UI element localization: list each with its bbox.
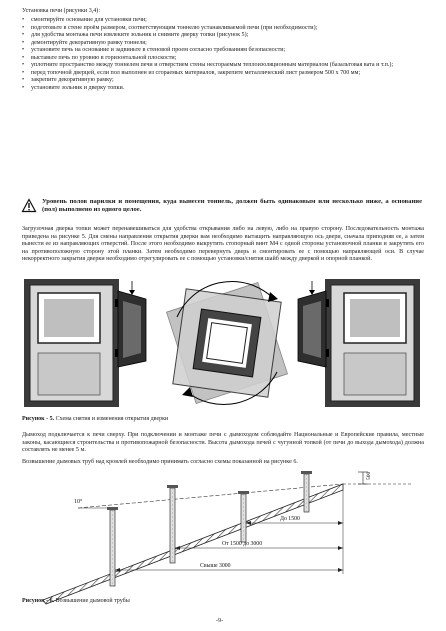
svg-text:До 1500: До 1500: [280, 516, 300, 522]
installation-step: • установите зольник и дверку топки.: [22, 85, 414, 93]
installation-step: • подготовьте в стене проём размером, соответствующим тоннелю устанавливаемой печи (при необходимости);: [22, 25, 414, 33]
chimney-pipe-3: [238, 491, 249, 542]
figure-6-caption: [22, 598, 130, 605]
figure-5-title: Схема снятия и изменения открытия дверки: [55, 416, 169, 422]
chimney-paragraph: Дымоход подключается к печи сверху. При подключении и монтаже печи с дымоходом соблюдайте Национальные и Европейские правила, местные законы, касающиеся строительства и противопожарной безопасности. Высота дымохода печей с чугунной топкой (от печи до выхода дымохода) должна составлять не менее 5 м.: [22, 432, 424, 454]
installation-step: • выставьте печь по уровню в горизонтальной плоскости;: [22, 55, 414, 63]
svg-text:От 1500 до 3000: От 1500 до 3000: [222, 541, 263, 547]
figure-5-label: Рисунок - 5.: [22, 416, 55, 422]
figure-6-title: Возвышение дымовой трубы: [55, 598, 130, 604]
svg-text:Свыше 3000: Свыше 3000: [200, 563, 231, 569]
angle-label: 10°: [74, 499, 83, 505]
warning-triangle-icon: [22, 199, 36, 212]
figure-5-caption: [22, 416, 168, 423]
page-number: -9-: [216, 618, 224, 624]
warning-text: Уровень полов парилки и помещения, куда вынесен тоннель, должен быть одинаковым или несколько ниже, а основание (пол) выполнено из одного целое.: [42, 198, 422, 213]
dim-500-label: 500: [366, 471, 372, 480]
installation-step: • установите печь на основание и задвиньте в стеновой проем согласно требованиям безопасности;: [22, 47, 414, 55]
installation-step: • смонтируйте основание для установки печи;: [22, 17, 414, 25]
installation-step: • закрепите декоративную рамку;: [22, 77, 414, 85]
door-rotation-illustration: [167, 282, 288, 405]
stove-left-illustration: [24, 279, 146, 407]
installation-intro: Установка печи (рисунки 3,4):: [22, 8, 101, 14]
installation-step: • перед топочной дверцей, если пол выполнен из сгораемых материалов, закрепите металлический лист размером 500 х 700 мм;: [22, 70, 414, 78]
installation-step: • уплотните пространство между тоннелем печи и отверстием стены несгораемым теплоизоляционным материалом (базальтовая вата и т.п.);: [22, 62, 414, 70]
figure-6-chimney-diagram: [18, 468, 428, 608]
installation-steps: [22, 17, 414, 92]
installation-step: • демонтируйте декоративную рамку тоннеля;: [22, 40, 414, 48]
roof-slope: [43, 484, 343, 604]
door-paragraph: Загрузочная дверка топки может перенавешиваться для удобства открывания либо на левую, либо на правую сторону. Последовательность монтажа приведена на рисунке 5. Для смены направления открытия дверки вам необходимо вытащить направляющую ось двери, сначала приподняв ее, а затем вынести ее из направляющих отверстий. После этого необходимо выкрутить стопорный винт М4 с одной стороны установочной планки и закрутить его на противоположную сторону этой планки. Затем необходимо перевернуть дверь и смонтировать ее с помощью направляющей оси. В случае некорректного закрытия дверки необходимо отрегулировать ее с помощью установки/снятия шайб между дверкой и опорной планкой.: [22, 226, 424, 263]
figure-6-label: Рисунок - 6.: [22, 598, 55, 604]
chimney-height-paragraph: Возвышение дымовых труб над кровлей необходимо принимать согласно схемы показанной на рисунке 6.: [22, 459, 298, 465]
figure-5-door-diagram: [22, 277, 422, 412]
stove-right-illustration: [298, 279, 420, 407]
installation-step: • для удобства монтажа печи извлеките зольник и снимите дверку топки (рисунок 5);: [22, 32, 414, 40]
